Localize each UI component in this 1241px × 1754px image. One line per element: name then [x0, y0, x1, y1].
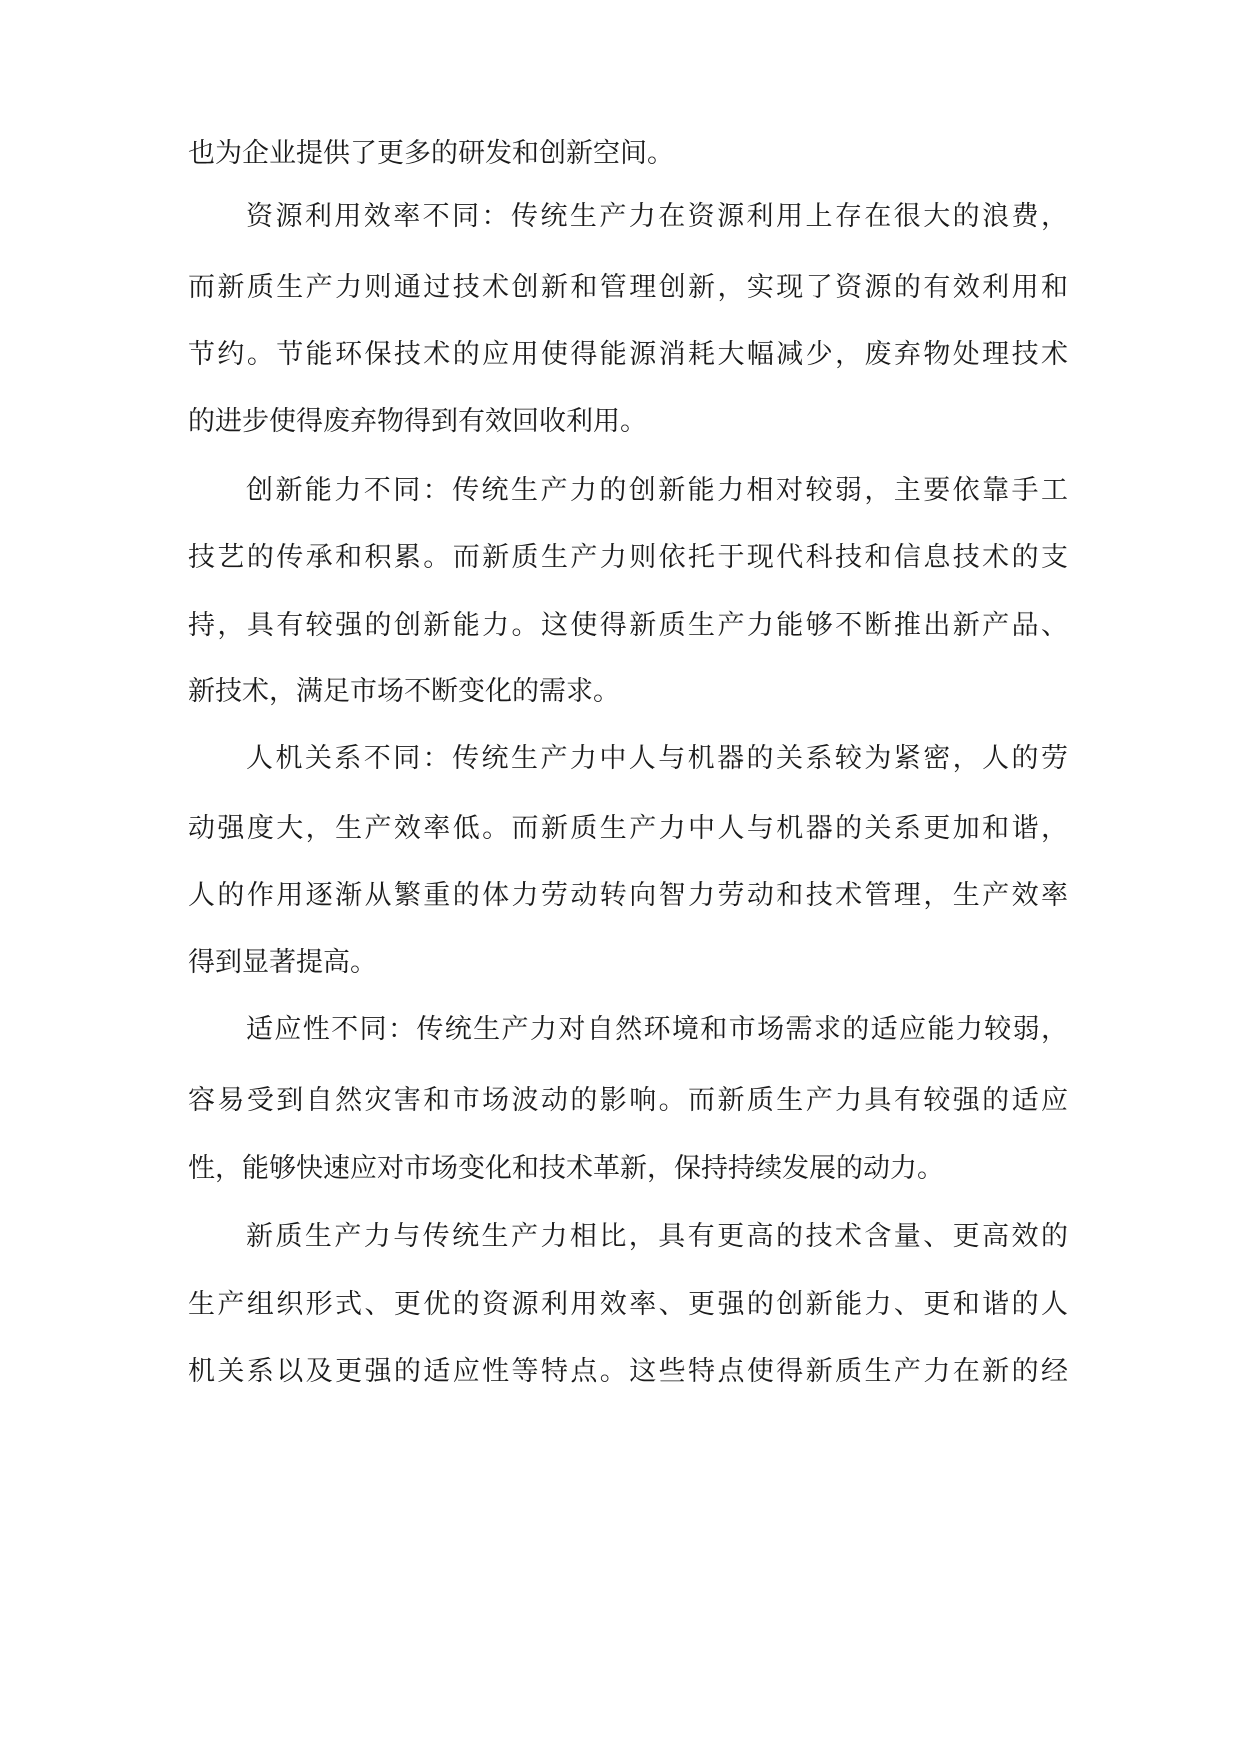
text-line: 节约。节能环保技术的应用使得能源消耗大幅减少，废弃物处理技术: [188, 339, 1068, 370]
paragraph-start-line: 资源利用效率不同：传统生产力在资源利用上存在很大的浪费，: [246, 201, 1068, 232]
text-line: 而新质生产力则通过技术创新和管理创新，实现了资源的有效利用和: [188, 272, 1068, 303]
paragraph-start-line: 新质生产力与传统生产力相比，具有更高的技术含量、更高效的: [246, 1221, 1068, 1252]
text-line: 容易受到自然灾害和市场波动的影响。而新质生产力具有较强的适应: [188, 1085, 1068, 1116]
text-line: 生产组织形式、更优的资源利用效率、更强的创新能力、更和谐的人: [188, 1289, 1068, 1320]
text-line: 新技术，满足市场不断变化的需求。: [188, 676, 620, 707]
text-line: 持，具有较强的创新能力。这使得新质生产力能够不断推出新产品、: [188, 610, 1068, 641]
text-line: 机关系以及更强的适应性等特点。这些特点使得新质生产力在新的经: [188, 1356, 1068, 1387]
text-line: 得到显著提高。: [188, 947, 377, 978]
text-line: 也为企业提供了更多的研发和创新空间。: [188, 138, 674, 169]
text-line: 性，能够快速应对市场变化和技术革新，保持持续发展的动力。: [188, 1153, 944, 1184]
paragraph-start-line: 创新能力不同：传统生产力的创新能力相对较弱，主要依靠手工: [246, 475, 1068, 506]
text-line: 人的作用逐渐从繁重的体力劳动转向智力劳动和技术管理，生产效率: [188, 880, 1068, 911]
paragraph-start-line: 人机关系不同：传统生产力中人与机器的关系较为紧密，人的劳: [246, 743, 1068, 774]
text-line: 动强度大，生产效率低。而新质生产力中人与机器的关系更加和谐，: [188, 813, 1068, 844]
paragraph-start-line: 适应性不同：传统生产力对自然环境和市场需求的适应能力较弱，: [246, 1014, 1068, 1045]
text-line: 技艺的传承和积累。而新质生产力则依托于现代科技和信息技术的支: [188, 542, 1068, 573]
text-line: 的进步使得废弃物得到有效回收利用。: [188, 406, 647, 437]
